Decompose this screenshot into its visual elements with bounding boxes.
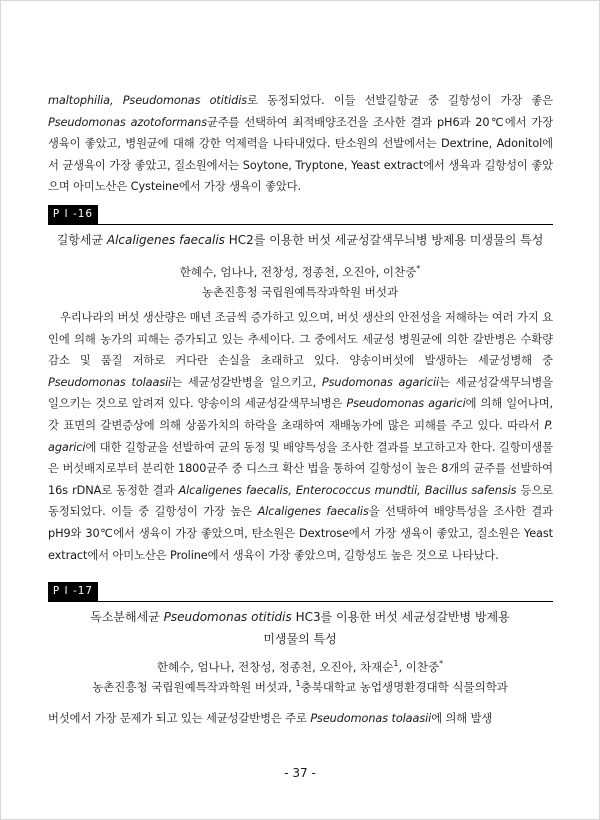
section-title-17: 독소분해세균 Pseudomonas otitidis HC3를 이용한 버섯 세균성갈반병 방제용 미생물의 특성 xyxy=(90,610,510,646)
authors-17: 한혜수, 엄나나, 전창성, 정종천, 오진아, 차재순$^1$, 이찬중* xyxy=(156,659,444,674)
intro-paragraph: maltophilia, Pseudomonas otitidis로 동정되었다. 이들 선발길항균 중 길항성이 가장 좋은 Pseudomonas azotoformans균주를 선택하여 최적배양조건을 조사한 결과 pH6과 20℃에서 가장 생육이 좋았고, 병원균에 대해 강한 억제력을 나타내었다. 탄소원의 선발에서는 Dextrine, Adonitol에서 균생육이 가장 좋았고, 질소원에서는 Soytone, Tryptone, Yeast extract에서 생육과 길항성이 좋았으며 아미노산은 Cysteine에서 가장 생육이 좋았다. xyxy=(48,94,554,194)
affiliation-16: 농촌진흥청 국립원예특작과학원 버섯과 xyxy=(201,285,399,299)
authors-16: 한혜수, 엄나나, 전창성, 정종천, 오진아, 이찬중* xyxy=(179,264,421,279)
section-divider-17 xyxy=(48,601,553,602)
section-tag-17: P I -17 xyxy=(48,582,98,601)
section-divider-16 xyxy=(48,224,553,225)
intro-species-2: Pseudomonas azotoformans xyxy=(48,115,207,129)
section-title-16: 길항세균 Alcaligenes faecalis HC2를 이용한 버섯 세균성갈색무늬병 방제용 미생물의 특성 xyxy=(56,233,544,247)
section-tag-16: P I -16 xyxy=(48,205,98,224)
affiliation-17: 농촌진흥청 국립원예특작과학원 버섯과, $^1$충북대학교 농업생명환경대학 식물의학과 xyxy=(92,679,508,694)
abstract-16: 우리나라의 버섯 생산량은 매년 조금씩 증가하고 있으며, 버섯 생산의 안전성을 저해하는 여러 가지 요인에 의해 농가의 피해는 증가되고 있는 추세이다. 그 중에서도 세균성 병원균에 의한 갈반병은 수확량 감소 및 품질 저하로 커다란 손실을 초래하고 있다. 양송이버섯에 발생하는 세균성병해 중 Pseudomonas tolaasii는 세균성갈반병을 일으키고, Psudomonas agaricii는 세균성갈색무늬병을 일으키는 것으로 알려져 있다. 양송이의 세균성갈색무늬병은 Pseudomonas agarici에 의해 일어나며, 갓 표면의 갈변증상에 의해 상품가치의 하락을 초래하여 재배농가에 많은 피해를 주고 있다. 따라서 P. agarici에 대한 길항균을 선발하여 균의 동정 및 배양특성을 조사한 결과를 보고하고자 한다. 길항미생물은 버섯배지로부터 분리한 1800균주 중 디스크 확산 법을 통하여 길항성이 높은 8개의 균주를 선발하여 16s rDNA로 동정한 결과 Alcaligenes faecalis, Enterococcus mundtii, Bacillus safensis 등으로 동정되었다. 이들 중 길항성이 가장 높은 Alcaligenes faecalis을 선택하여 배양특성을 조사한 결과 pH9와 30℃에서 생육이 가장 좋았으며, 탄소원은 Dextrose에서 가장 생육이 좋았고, 질소원은 Yeast extract에서 아미노산은 Proline에서 생육이 가장 좋았으며, 길항성도 높은 것으로 나타났다. xyxy=(48,311,553,562)
page-number: - 37 - xyxy=(284,766,316,780)
abstract-17: 버섯에서 가장 문제가 되고 있는 세균성갈반병은 주로 Pseudomonas tolaasii에 의해 발생 xyxy=(48,712,493,725)
intro-species-1: maltophilia, Pseudomonas otitidis xyxy=(48,94,248,107)
